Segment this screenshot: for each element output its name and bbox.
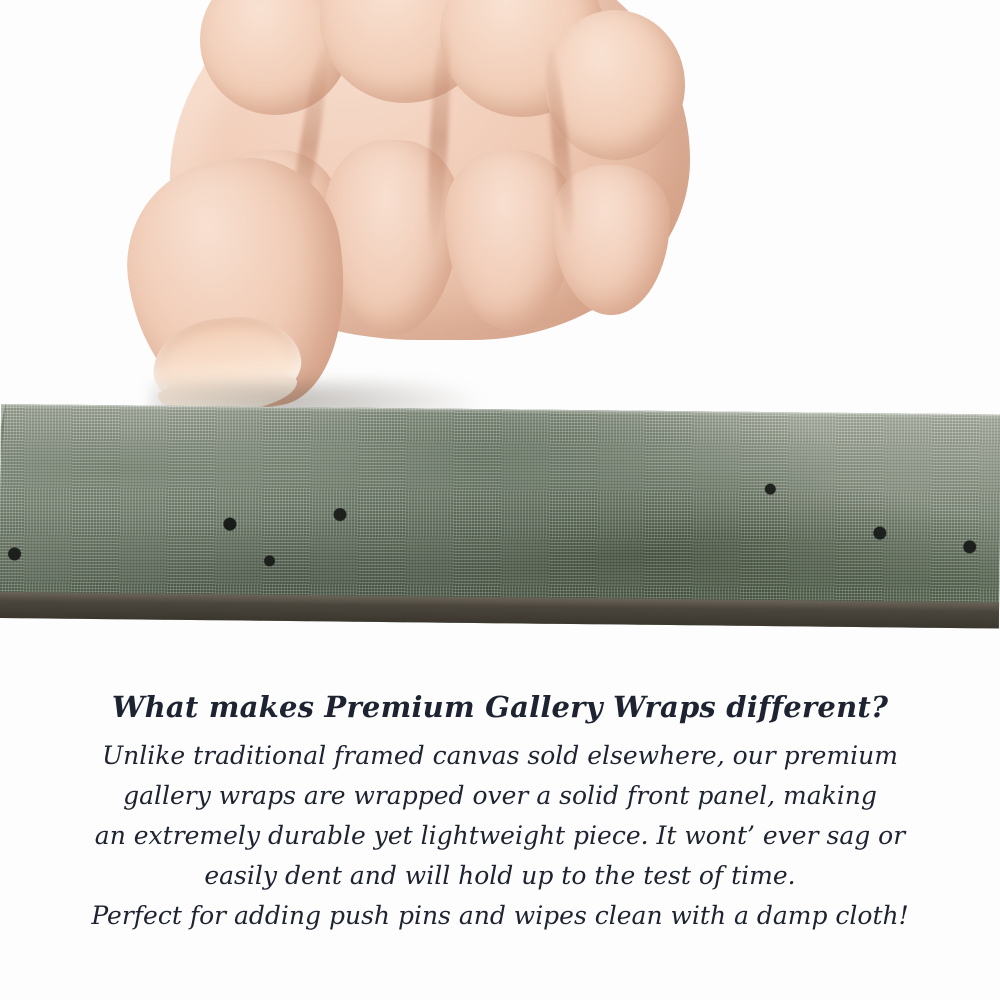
caption-line: easily dent and will hold up to the test of time.: [204, 861, 796, 890]
caption-heading: What makes Premium Gallery Wraps different?: [111, 690, 889, 724]
caption-line: Unlike traditional framed canvas sold elsewhere, our premium: [102, 741, 898, 770]
canvas-edge-strip: [0, 404, 1000, 628]
caption-body: [0, 736, 1000, 936]
caption-line: Perfect for adding push pins and wipes clean with a damp cloth!: [91, 901, 909, 930]
caption-line: an extremely durable yet lightweight piece. It wont’ ever sag or: [94, 821, 906, 850]
caption-line: gallery wraps are wrapped over a solid front panel, making: [123, 781, 877, 810]
caption-block: [0, 690, 1000, 936]
hand-illustration: [0, 0, 1000, 420]
